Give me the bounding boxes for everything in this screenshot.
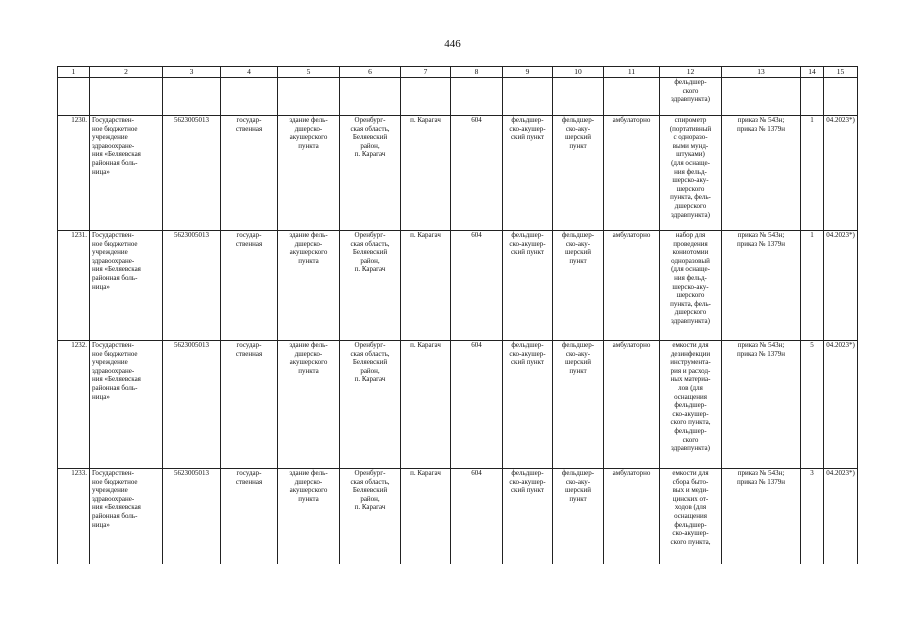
table-cell	[722, 78, 801, 116]
building-cell: здание фель- дшерско- акушерского пункта	[278, 116, 340, 231]
code-cell: 604	[451, 231, 503, 341]
address-cell: Оренбург- ская область, Беляевский район, п. Карагач	[340, 231, 401, 341]
table-cell	[163, 78, 221, 116]
column-number: 2	[90, 67, 163, 78]
table-row	[58, 341, 858, 469]
column-number: 10	[553, 67, 604, 78]
table-cell	[401, 78, 451, 116]
equipment-cell: емкости для дезинфекции инструмента- рия и расход- ных материа- лов (для оснащения фельдшер- ско-акушер- ского пункта, фельдшер- ского здравпункта)	[660, 341, 722, 469]
settlement-cell: п. Карагач	[401, 231, 451, 341]
orders-cell: приказ № 543н; приказ № 1379н	[722, 341, 801, 469]
settlement-cell: п. Карагач	[401, 341, 451, 469]
unit-type-cell: фельдшер- ско-акушер- ский пункт	[503, 341, 553, 469]
date-cell: 04.2023*)	[824, 341, 858, 469]
code-cell: 604	[451, 116, 503, 231]
building-cell: здание фель- дшерско- акушерского пункта	[278, 231, 340, 341]
address-cell: Оренбург- ская область, Беляевский район, п. Карагач	[340, 116, 401, 231]
building-cell: здание фель- дшерско- акушерского пункта	[278, 341, 340, 469]
row-number: 1231.	[58, 231, 90, 341]
table-cell	[340, 78, 401, 116]
registry-table	[57, 66, 858, 564]
ownership-cell: государ- ственная	[221, 469, 278, 565]
table-cell	[824, 78, 858, 116]
inn-cell: 5623005013	[163, 469, 221, 565]
quantity-cell: 1	[801, 116, 824, 231]
unit-name-cell: фельдшер- ско-аку- шерский пункт	[553, 341, 604, 469]
code-cell: 604	[451, 341, 503, 469]
inn-cell: 5623005013	[163, 231, 221, 341]
mode-cell: амбулаторно	[604, 116, 660, 231]
ownership-cell: государ- ственная	[221, 341, 278, 469]
mode-cell: амбулаторно	[604, 469, 660, 565]
date-cell: 04.2023*)	[824, 469, 858, 565]
quantity-cell: 5	[801, 341, 824, 469]
table-row	[58, 469, 858, 565]
address-cell: Оренбург- ская область, Беляевский район, п. Карагач	[340, 341, 401, 469]
unit-type-cell: фельдшер- ско-акушер- ский пункт	[503, 116, 553, 231]
column-number: 7	[401, 67, 451, 78]
table-cell	[58, 78, 90, 116]
table-row	[58, 231, 858, 341]
settlement-cell: п. Карагач	[401, 469, 451, 565]
ownership-cell: государ- ственная	[221, 231, 278, 341]
table-row	[58, 116, 858, 231]
orders-cell: приказ № 543н; приказ № 1379н	[722, 231, 801, 341]
column-number: 8	[451, 67, 503, 78]
row-number: 1230.	[58, 116, 90, 231]
equipment-cell: фельдшер- ского здравпункта)	[660, 78, 722, 116]
address-cell: Оренбург- ская область, Беляевский район, п. Карагач	[340, 469, 401, 565]
unit-name-cell: фельдшер- ско-аку- шерский пункт	[553, 231, 604, 341]
column-number: 14	[801, 67, 824, 78]
ownership-cell: государ- ственная	[221, 116, 278, 231]
column-number: 11	[604, 67, 660, 78]
inn-cell: 5623005013	[163, 116, 221, 231]
row-number: 1233.	[58, 469, 90, 565]
column-number: 4	[221, 67, 278, 78]
quantity-cell: 3	[801, 469, 824, 565]
mode-cell: амбулаторно	[604, 341, 660, 469]
column-number: 15	[824, 67, 858, 78]
organization-cell: Государствен- ное бюджетное учреждение здравоохране- ния «Беляевская районная боль- ница»	[90, 231, 163, 341]
code-cell: 604	[451, 469, 503, 565]
table-cell	[503, 78, 553, 116]
column-number: 1	[58, 67, 90, 78]
settlement-cell: п. Карагач	[401, 116, 451, 231]
table-cell	[90, 78, 163, 116]
column-number: 3	[163, 67, 221, 78]
table-cell	[278, 78, 340, 116]
date-cell: 04.2023*)	[824, 116, 858, 231]
row-number: 1232.	[58, 341, 90, 469]
column-number: 9	[503, 67, 553, 78]
column-number: 6	[340, 67, 401, 78]
equipment-cell: емкости для сбора быто- вых и меди- цинских от- ходов (для оснащения фельдшер- ско-акушер- ского пункта,	[660, 469, 722, 565]
unit-name-cell: фельдшер- ско-аку- шерский пункт	[553, 116, 604, 231]
organization-cell: Государствен- ное бюджетное учреждение здравоохране- ния «Беляевская районная боль- ница»	[90, 341, 163, 469]
column-number: 12	[660, 67, 722, 78]
orders-cell: приказ № 543н; приказ № 1379н	[722, 116, 801, 231]
table-cell	[451, 78, 503, 116]
orders-cell: приказ № 543н; приказ № 1379н	[722, 469, 801, 565]
column-number: 13	[722, 67, 801, 78]
column-number-row	[58, 67, 858, 78]
unit-name-cell: фельдшер- ско-аку- шерский пункт	[553, 469, 604, 565]
page-number: 446	[444, 38, 461, 50]
table-cell	[221, 78, 278, 116]
column-number: 5	[278, 67, 340, 78]
table-cell	[604, 78, 660, 116]
table-cell	[801, 78, 824, 116]
table-cell	[553, 78, 604, 116]
date-cell: 04.2023*)	[824, 231, 858, 341]
building-cell: здание фель- дшерско- акушерского пункта	[278, 469, 340, 565]
unit-type-cell: фельдшер- ско-акушер- ский пункт	[503, 231, 553, 341]
organization-cell: Государствен- ное бюджетное учреждение здравоохране- ния «Беляевская районная боль- ница»	[90, 469, 163, 565]
organization-cell: Государствен- ное бюджетное учреждение здравоохране- ния «Беляевская районная боль- ница»	[90, 116, 163, 231]
carryover-row	[58, 78, 858, 116]
equipment-cell: спирометр (портативный с одноразо- выми мунд- штуками) (для оснаще- ния фельд- шерско-аку- шерского пункта, фель- дшерского здравпункта)	[660, 116, 722, 231]
unit-type-cell: фельдшер- ско-акушер- ский пункт	[503, 469, 553, 565]
inn-cell: 5623005013	[163, 341, 221, 469]
equipment-cell: набор для проведения кониотомии одноразовый (для оснаще- ния фельд- шерско-аку- шерского пункта, фель- дшерского здравпункта)	[660, 231, 722, 341]
mode-cell: амбулаторно	[604, 231, 660, 341]
quantity-cell: 1	[801, 231, 824, 341]
